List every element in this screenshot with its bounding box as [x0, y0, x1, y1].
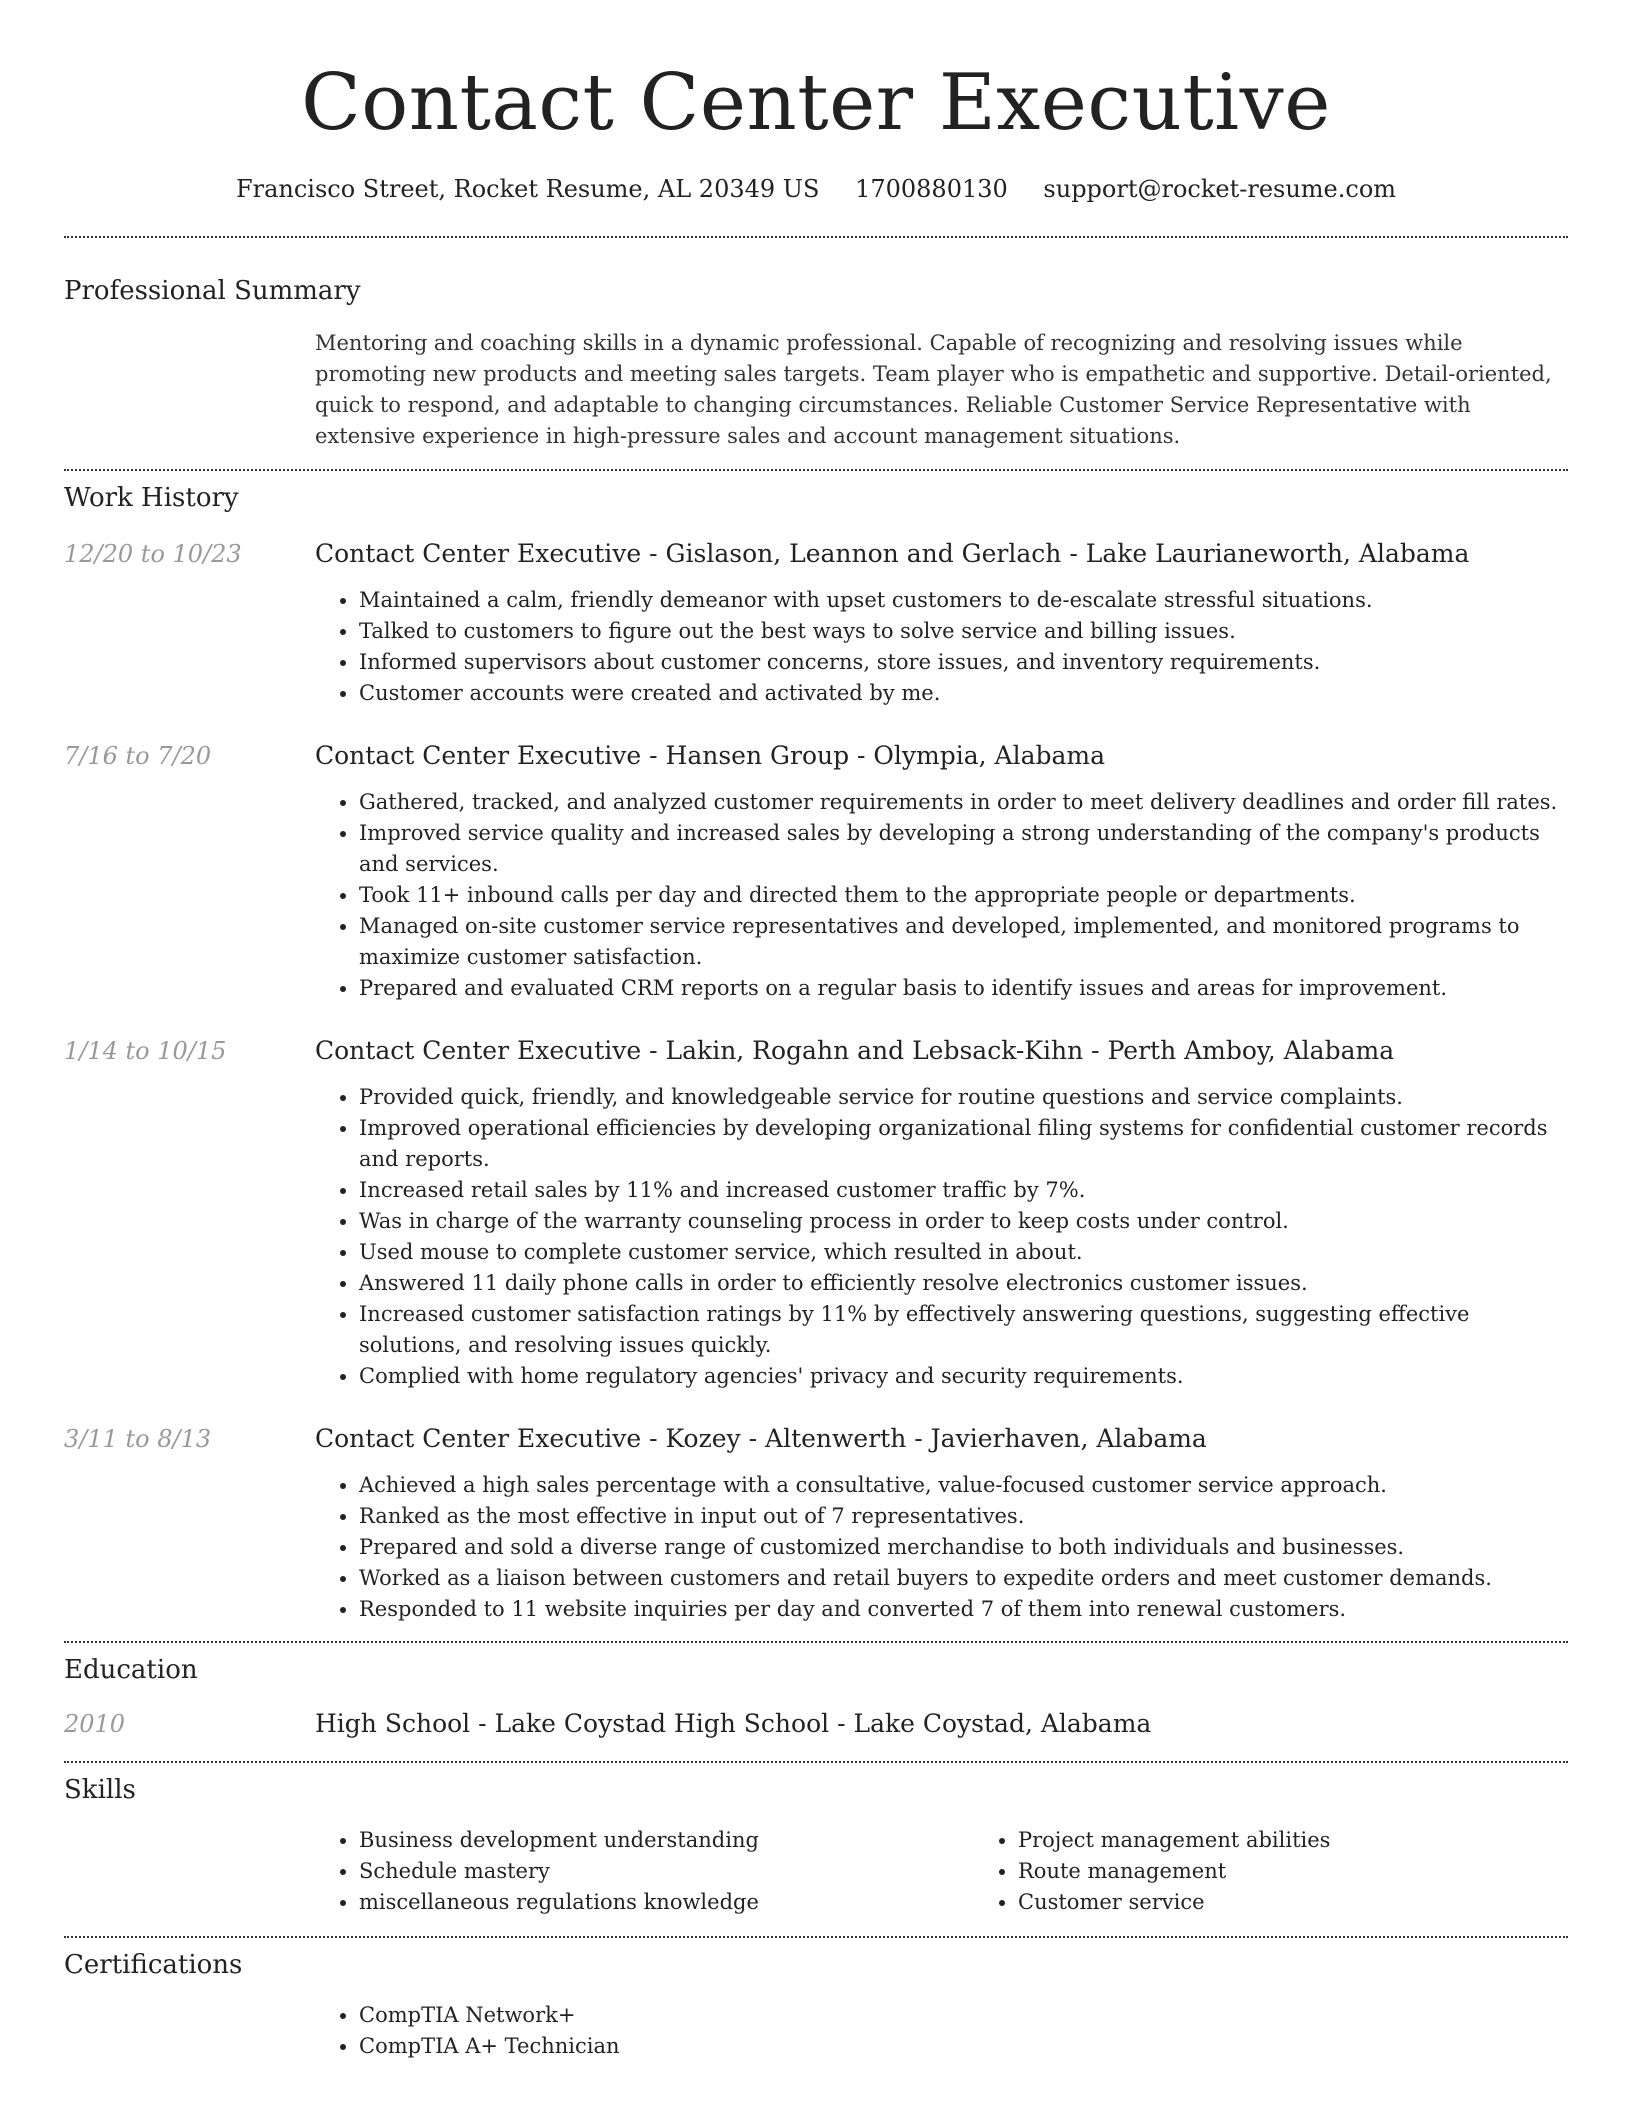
job-entry — [64, 1422, 1568, 1625]
contact-line — [64, 172, 1568, 206]
job-bullet: • Managed on-site customer service representatives and developed, implemented, and monitored programs to maximize customer satisfaction. — [359, 911, 1568, 973]
section-title-skills: Skills — [64, 1775, 136, 1805]
job-bullet: • Was in charge of the warranty counseling process in order to keep costs under control. — [359, 1206, 1568, 1237]
job-bullet: • Prepared and sold a diverse range of customized merchandise to both individuals and businesses. — [359, 1532, 1568, 1563]
divider — [64, 469, 1568, 471]
job-bullet: • Prepared and evaluated CRM reports on a regular basis to identify issues and areas for improvement. — [359, 973, 1568, 1004]
education-entry — [64, 1707, 1568, 1741]
job-bullets — [315, 1470, 1568, 1625]
skills-section — [64, 1773, 1568, 1918]
work-section — [64, 481, 1568, 1625]
job-bullet: • Ranked as the most effective in input out of 7 representatives. — [359, 1501, 1568, 1532]
skill-item: • Route management — [1018, 1856, 1632, 1887]
job-dates: 1/14 to 10/15 — [64, 1037, 227, 1065]
section-title-work: Work History — [64, 483, 239, 513]
job-bullet: • Responded to 11 website inquiries per day and converted 7 of them into renewal customers. — [359, 1594, 1568, 1625]
certification-item: • CompTIA Network+ — [359, 2000, 1568, 2031]
job-dates: 3/11 to 8/13 — [64, 1425, 212, 1453]
job-bullet: • Improved service quality and increased sales by developing a strong understanding of the company's products and services. — [359, 818, 1568, 880]
summary-text: Mentoring and coaching skills in a dynamic professional. Capable of recognizing and resolving issues while promoting new products and meeting sales targets. Team player who is empathetic and supportive. Detail-oriented, quick to respond, and adaptable to changing circumstances. Reliable Customer Service Representative with extensive experience in high-pressure sales and account management situations. — [315, 331, 1552, 448]
job-list — [64, 537, 1568, 1625]
skills-list-right — [974, 1825, 1632, 1918]
skills-grid — [315, 1825, 1632, 1918]
job-heading: Contact Center Executive - Hansen Group - Olympia, Alabama — [315, 741, 1106, 770]
job-bullet: • Took 11+ inbound calls per day and directed them to the appropriate people or departments. — [359, 880, 1568, 911]
job-bullet: • Answered 11 daily phone calls in order to efficiently resolve electronics customer issues. — [359, 1268, 1568, 1299]
education-section — [64, 1653, 1568, 1741]
skill-item: • Business development understanding — [359, 1825, 974, 1856]
certification-item: • CompTIA A+ Technician — [359, 2031, 1568, 2062]
job-bullet: • Gathered, tracked, and analyzed customer requirements in order to meet delivery deadlines and order fill rates. — [359, 787, 1568, 818]
section-title-certifications: Certifications — [64, 1950, 243, 1980]
job-bullet: • Improved operational efficiencies by developing organizational filing systems for confidential customer records and reports. — [359, 1113, 1568, 1175]
job-dates: 12/20 to 10/23 — [64, 540, 242, 568]
contact-address: Francisco Street, Rocket Resume, AL 20349 US — [235, 175, 820, 203]
job-entry — [64, 1034, 1568, 1392]
job-bullet: • Customer accounts were created and activated by me. — [359, 678, 1568, 709]
skill-item: • miscellaneous regulations knowledge — [359, 1887, 974, 1918]
certifications-list — [315, 2000, 1568, 2062]
job-bullet: • Achieved a high sales percentage with a consultative, value-focused customer service approach. — [359, 1470, 1568, 1501]
divider — [64, 1641, 1568, 1643]
divider — [64, 1936, 1568, 1938]
job-heading: Contact Center Executive - Kozey - Altenwerth - Javierhaven, Alabama — [315, 1424, 1207, 1453]
job-bullet: • Provided quick, friendly, and knowledgeable service for routine questions and service complaints. — [359, 1082, 1568, 1113]
resume-name: Contact Center Executive — [301, 58, 1331, 148]
job-bullet: • Used mouse to complete customer service, which resulted in about. — [359, 1237, 1568, 1268]
section-title-summary: Professional Summary — [64, 276, 361, 306]
summary-section — [64, 274, 1568, 452]
skills-list-left — [315, 1825, 974, 1918]
job-bullet: • Increased retail sales by 11% and increased customer traffic by 7%. — [359, 1175, 1568, 1206]
job-bullet: • Informed supervisors about customer concerns, store issues, and inventory requirements. — [359, 647, 1568, 678]
certifications-section — [64, 1948, 1568, 2062]
job-bullets — [315, 585, 1568, 709]
skill-item: • Customer service — [1018, 1887, 1632, 1918]
education-year: 2010 — [64, 1710, 126, 1738]
job-bullets — [315, 1082, 1568, 1392]
job-heading: Contact Center Executive - Lakin, Rogahn and Lebsack-Kihn - Perth Amboy, Alabama — [315, 1036, 1395, 1065]
contact-phone: 1700880130 — [855, 175, 1008, 203]
job-bullets — [315, 787, 1568, 1004]
skill-item: • Schedule mastery — [359, 1856, 974, 1887]
education-heading: High School - Lake Coystad High School - Lake Coystad, Alabama — [315, 1709, 1152, 1738]
job-entry — [64, 537, 1568, 709]
job-bullet: • Talked to customers to figure out the best ways to solve service and billing issues. — [359, 616, 1568, 647]
contact-email: support@rocket-resume.com — [1043, 175, 1397, 203]
job-bullet: • Worked as a liaison between customers and retail buyers to expedite orders and meet customer demands. — [359, 1563, 1568, 1594]
job-dates: 7/16 to 7/20 — [64, 742, 212, 770]
job-bullet: • Maintained a calm, friendly demeanor with upset customers to de-escalate stressful situations. — [359, 585, 1568, 616]
job-bullet: • Complied with home regulatory agencies' privacy and security requirements. — [359, 1361, 1568, 1392]
section-title-education: Education — [64, 1655, 198, 1685]
divider — [64, 1761, 1568, 1763]
job-bullet: • Increased customer satisfaction ratings by 11% by effectively answering questions, suggesting effective solutions, and resolving issues quickly. — [359, 1299, 1568, 1361]
divider — [64, 236, 1568, 238]
skill-item: • Project management abilities — [1018, 1825, 1632, 1856]
job-entry — [64, 739, 1568, 1004]
resume-page — [64, 0, 1568, 2062]
job-heading: Contact Center Executive - Gislason, Leannon and Gerlach - Lake Laurianeworth, Alabama — [315, 539, 1470, 568]
